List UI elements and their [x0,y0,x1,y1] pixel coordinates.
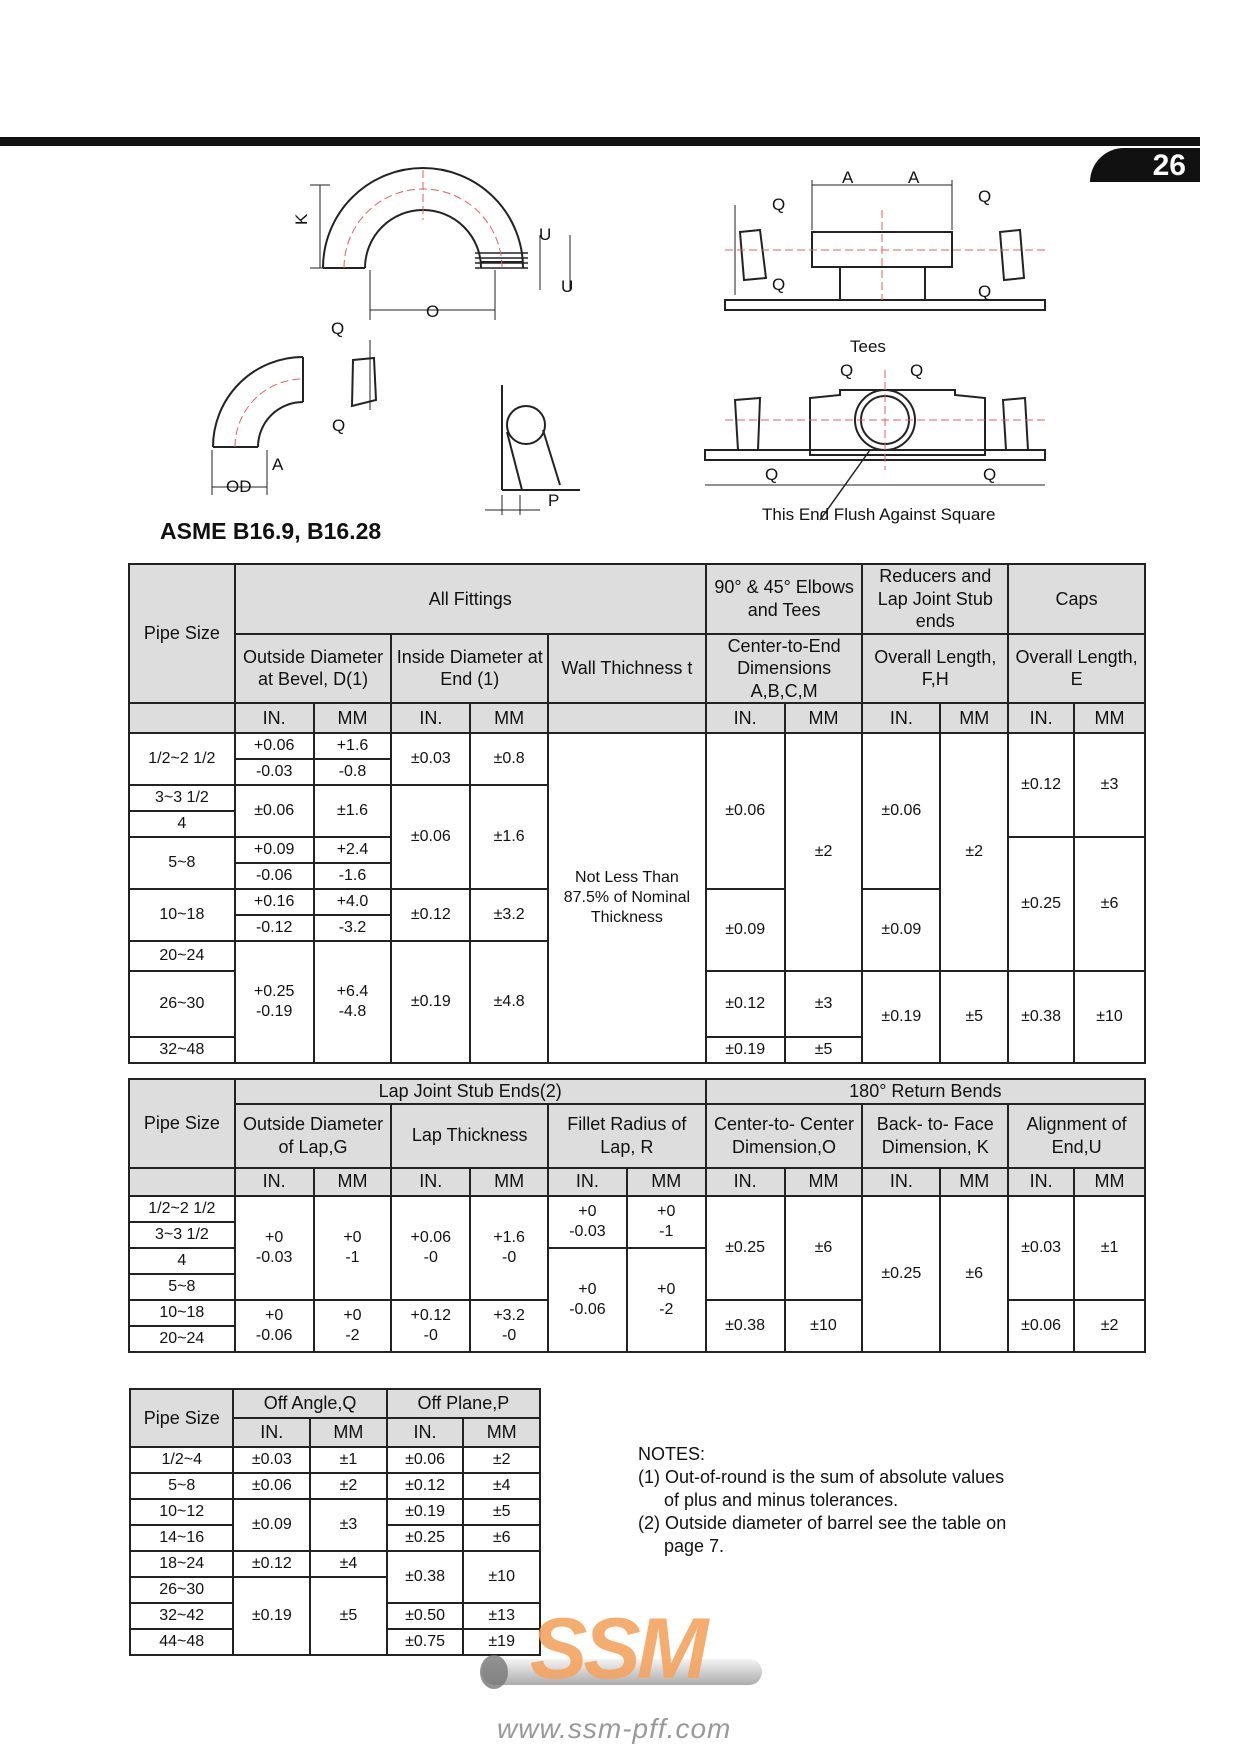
g-mm [314,1300,392,1352]
q-mm: ±2 [310,1473,387,1499]
label-q-tee-7: Q [765,465,779,484]
label-a-tee-2: A [908,168,920,187]
id-mm: ±0.8 [470,733,548,785]
unit-mm: MM [1074,703,1145,733]
pipe-size-cell: 3~3 1/2 [129,785,235,811]
wall-value: Not Less Than 87.5% of Nominal Thickness [548,733,706,1063]
p-in: ±0.25 [387,1525,464,1551]
label-q-tee-2: Q [978,187,992,206]
e-mm: ±10 [1074,971,1145,1063]
fittings-tolerance-table [128,563,1146,1064]
pipe-size-cell: 14~16 [130,1525,233,1551]
q-in: ±0.12 [233,1551,310,1577]
id-in: ±0.19 [391,941,470,1063]
pipe-size-cell: 32~48 [129,1037,235,1063]
g-in [235,1300,314,1352]
label-k: K [292,213,311,225]
p-mm: ±13 [463,1603,540,1629]
cte-mm: ±3 [785,971,863,1037]
p-in: ±0.75 [387,1629,464,1655]
r-in [548,1196,627,1248]
note-1-cont: of plus and minus tolerances. [664,1490,899,1510]
lap-thickness-header: Lap Thickness [391,1104,548,1168]
wall-header: Wall Thichness t [548,634,706,704]
o-mm: ±10 [785,1300,863,1352]
fillet-header: Fillet Radius of Lap, R [548,1104,706,1168]
q-mm: ±3 [310,1499,387,1551]
alignment-header: Alignment of End,U [1008,1104,1145,1168]
label-o: O [426,302,440,321]
unit-mm: MM [470,703,548,733]
unit-in: IN. [235,703,314,733]
unit-mm: MM [314,703,392,733]
pipe-size-cell: 5~8 [130,1473,233,1499]
e-in: ±0.25 [1008,837,1074,971]
e-mm: ±6 [1074,837,1145,971]
pipe-size-cell: 44~48 [130,1629,233,1655]
od-in: -0.12 [235,915,314,941]
g-in [235,1196,314,1300]
unit-in: IN. [391,1168,470,1196]
unit-mm: MM [470,1168,548,1196]
g-minus: -0.03 [255,1248,293,1266]
cte-header: Center-to-End Dimensions A,B,C,M [706,634,863,704]
e-mm: ±3 [1074,733,1145,837]
o-mm: ±6 [785,1196,863,1300]
notes-title: NOTES: [638,1444,706,1464]
e-in: ±0.12 [1008,733,1074,837]
pipe-size-cell: 1/2~2 1/2 [129,733,235,785]
k-in: ±0.25 [862,1196,940,1352]
p-in: ±0.38 [387,1551,464,1603]
unit-mm: MM [785,703,863,733]
g-mm-minus: -2 [345,1326,360,1344]
unit-blank [548,703,706,733]
od-mm: +2.4 [314,837,392,863]
fh-in: ±0.09 [862,889,940,971]
overall-fh-header: Overall Length, F,H [862,634,1008,704]
label-u-top: U [539,225,552,244]
tees-label: Tees [850,337,886,356]
label-u-bottom: U [561,277,574,296]
p-in: ±0.12 [387,1473,464,1499]
q-in: ±0.19 [233,1577,310,1655]
p-mm: ±10 [463,1551,540,1603]
t-mm-minus: -0 [501,1248,517,1266]
unit-in: IN. [1008,703,1074,733]
r-minus: -0.06 [569,1300,606,1318]
g-plus: +0 [265,1306,284,1324]
r-mm [627,1196,706,1248]
g-plus: +0 [265,1228,284,1246]
od-in: +0.16 [235,889,314,915]
fh-in: ±0.06 [862,733,940,889]
q-in: ±0.03 [233,1447,310,1473]
unit-in: IN. [387,1418,464,1447]
pipe-size-cell: 1/2~2 1/2 [129,1196,235,1222]
off-angle-header: Off Angle,Q [233,1389,386,1418]
label-q-tee-5: Q [840,361,854,380]
unit-mm: MM [310,1418,387,1447]
od-in [235,941,314,1063]
pipe-size-cell: 3~3 1/2 [129,1222,235,1248]
od-mm: ±1.6 [314,785,392,837]
label-q-elbow-2: Q [332,416,346,435]
lap-od-header: Outside Diameter of Lap,G [235,1104,392,1168]
id-in: ±0.12 [391,889,470,941]
od-plus: +0.25 [253,983,295,1000]
od-in: -0.06 [235,863,314,889]
pipe-size-cell: 1/2~4 [130,1447,233,1473]
note-2-cont: page 7. [664,1536,725,1556]
label-a-elbow: A [272,455,284,474]
od-mm: +1.6 [314,733,392,759]
od-mm-minus: -4.8 [338,1003,367,1020]
p-mm: ±2 [463,1447,540,1473]
unit-blank [129,703,235,733]
pipe-size-cell: 5~8 [129,1274,235,1300]
fh-mm: ±5 [940,971,1008,1063]
id-mm: ±4.8 [470,941,548,1063]
cte-in: ±0.09 [706,889,785,971]
watermark-url: www.ssm-pff.com [497,1713,732,1744]
q-mm: ±5 [310,1577,387,1655]
pipe-size-cell: 20~24 [129,941,235,971]
u-mm: ±2 [1074,1300,1145,1352]
p-mm: ±6 [463,1525,540,1551]
q-in: ±0.06 [233,1473,310,1499]
id-mm: ±1.6 [470,785,548,889]
unit-mm: MM [463,1418,540,1447]
pipe-size-cell: 26~30 [130,1577,233,1603]
label-q-tee-6: Q [910,361,924,380]
unit-in: IN. [706,1168,785,1196]
page-number: 26 [1152,149,1186,182]
pipe-size-cell: 26~30 [129,971,235,1037]
t-plus: +0.12 [410,1306,452,1324]
id-mm: ±3.2 [470,889,548,941]
od-in: +0.06 [235,733,314,759]
caps-header: Caps [1008,564,1145,634]
label-q-tee-8: Q [983,465,997,484]
u-mm: ±1 [1074,1196,1145,1300]
label-q-tee-3: Q [772,275,786,294]
p-mm: ±4 [463,1473,540,1499]
btf-header: Back- to- Face Dimension, K [862,1104,1008,1168]
u-in: ±0.03 [1008,1196,1074,1300]
pipe-size-cell: 10~12 [130,1499,233,1525]
flush-note: This End Flush Against Square [762,505,996,524]
pipe-size-cell: 10~18 [129,1300,235,1326]
unit-mm: MM [314,1168,392,1196]
id-header: Inside Diameter at End (1) [391,634,548,704]
od-header: Outside Diameter at Bevel, D(1) [235,634,392,704]
pipe-size-cell: 5~8 [129,837,235,889]
t-in [391,1196,470,1300]
unit-in: IN. [1008,1168,1074,1196]
g-mm-minus: -1 [345,1248,360,1266]
q-mm: ±1 [310,1447,387,1473]
unit-in: IN. [706,703,785,733]
o-in: ±0.25 [706,1196,785,1300]
unit-mm: MM [1074,1168,1145,1196]
cte-in: ±0.12 [706,971,785,1037]
r-in [548,1248,627,1352]
ctc-header: Center-to- Center Dimension,O [706,1104,863,1168]
o-in: ±0.38 [706,1300,785,1352]
r-mm [627,1248,706,1352]
od-in: +0.09 [235,837,314,863]
notes [638,1443,1006,1558]
return-bends-header: 180° Return Bends [706,1079,1145,1104]
unit-in: IN. [862,703,940,733]
reducers-header: Reducers and Lap Joint Stub ends [862,564,1008,634]
t-plus: +0.06 [410,1228,452,1246]
pipe-size-cell: 4 [129,811,235,837]
pipe-size-cell: 4 [129,1248,235,1274]
r-mm-minus: -2 [659,1300,674,1318]
standard-title: ASME B16.9, B16.28 [160,518,382,544]
pipe-size-cell: 32~42 [130,1603,233,1629]
id-in: ±0.03 [391,733,470,785]
label-p: P [548,491,560,510]
cte-mm: ±5 [785,1037,863,1063]
q-mm: ±4 [310,1551,387,1577]
t-minus: -0 [423,1326,438,1344]
od-mm: -0.8 [314,759,392,785]
od-in: ±0.06 [235,785,314,837]
unit-mm: MM [940,1168,1008,1196]
label-q-tee-1: Q [772,195,786,214]
pipe-size-cell: 20~24 [129,1326,235,1352]
t-mm-plus: +1.6 [493,1228,525,1246]
t-mm [470,1196,548,1300]
pipe-size-header: Pipe Size [129,1079,235,1168]
cte-mm: ±2 [785,733,863,971]
off-plane-header: Off Plane,P [387,1389,540,1418]
unit-mm: MM [940,703,1008,733]
unit-blank [129,1168,235,1196]
elbows-header: 90° & 45° Elbows and Tees [706,564,863,634]
p-in: ±0.06 [387,1447,464,1473]
fh-mm: ±2 [940,733,1008,971]
od-in: -0.03 [235,759,314,785]
p-in: ±0.50 [387,1603,464,1629]
unit-in: IN. [235,1168,314,1196]
id-in: ±0.06 [391,785,470,889]
pipe-size-header: Pipe Size [129,564,235,703]
r-mm-plus: +0 [657,1202,676,1220]
t-mm-minus: -0 [501,1326,517,1344]
p-mm: ±19 [463,1629,540,1655]
od-mm: -1.6 [314,863,392,889]
pipe-size-header: Pipe Size [130,1389,233,1447]
e-in: ±0.38 [1008,971,1074,1063]
g-mm [314,1196,392,1300]
r-plus: +0 [578,1202,597,1220]
r-plus: +0 [578,1280,597,1298]
label-q-tee-4: Q [978,282,992,301]
od-minus: -0.19 [255,1003,293,1020]
label-a-tee-1: A [842,168,854,187]
g-minus: -0.06 [255,1326,293,1344]
label-od: OD [226,477,252,496]
watermark-logo: SSM [530,1601,705,1697]
od-mm-plus: +6.4 [336,983,369,1000]
lap-joint-return-bend-table [128,1078,1146,1353]
k-mm: ±6 [940,1196,1008,1352]
q-in: ±0.09 [233,1499,310,1551]
unit-in: IN. [548,1168,627,1196]
note-2: (2) Outside diameter of barrel see the table on [638,1513,1007,1533]
unit-mm: MM [627,1168,706,1196]
unit-in: IN. [862,1168,940,1196]
p-mm: ±5 [463,1499,540,1525]
r-mm-plus: +0 [657,1280,676,1298]
pipe-size-cell: 10~18 [129,889,235,941]
od-mm [314,941,392,1063]
g-mm-plus: +0 [343,1306,362,1324]
t-minus: -0 [423,1248,438,1266]
all-fittings-header: All Fittings [235,564,706,634]
t-mm [470,1300,548,1352]
overall-e-header: Overall Length, E [1008,634,1145,704]
t-in [391,1300,470,1352]
note-1: (1) Out-of-round is the sum of absolute values [638,1467,1005,1487]
unit-in: IN. [391,703,470,733]
p-in: ±0.19 [387,1499,464,1525]
fittings-diagram [0,150,1240,530]
top-rule [0,137,1200,146]
t-mm-plus: +3.2 [493,1306,525,1324]
r-minus: -0.03 [569,1222,606,1240]
od-mm: +4.0 [314,889,392,915]
cte-in: ±0.06 [706,733,785,889]
unit-mm: MM [785,1168,863,1196]
r-mm-minus: -1 [659,1222,674,1240]
g-mm-plus: +0 [343,1228,362,1246]
fh-in: ±0.19 [862,971,940,1063]
u-in: ±0.06 [1008,1300,1074,1352]
pipe-size-cell: 18~24 [130,1551,233,1577]
od-mm: -3.2 [314,915,392,941]
lap-joint-header: Lap Joint Stub Ends(2) [235,1079,706,1104]
unit-in: IN. [233,1418,310,1447]
label-q-elbow: Q [331,319,345,338]
cte-in: ±0.19 [706,1037,785,1063]
